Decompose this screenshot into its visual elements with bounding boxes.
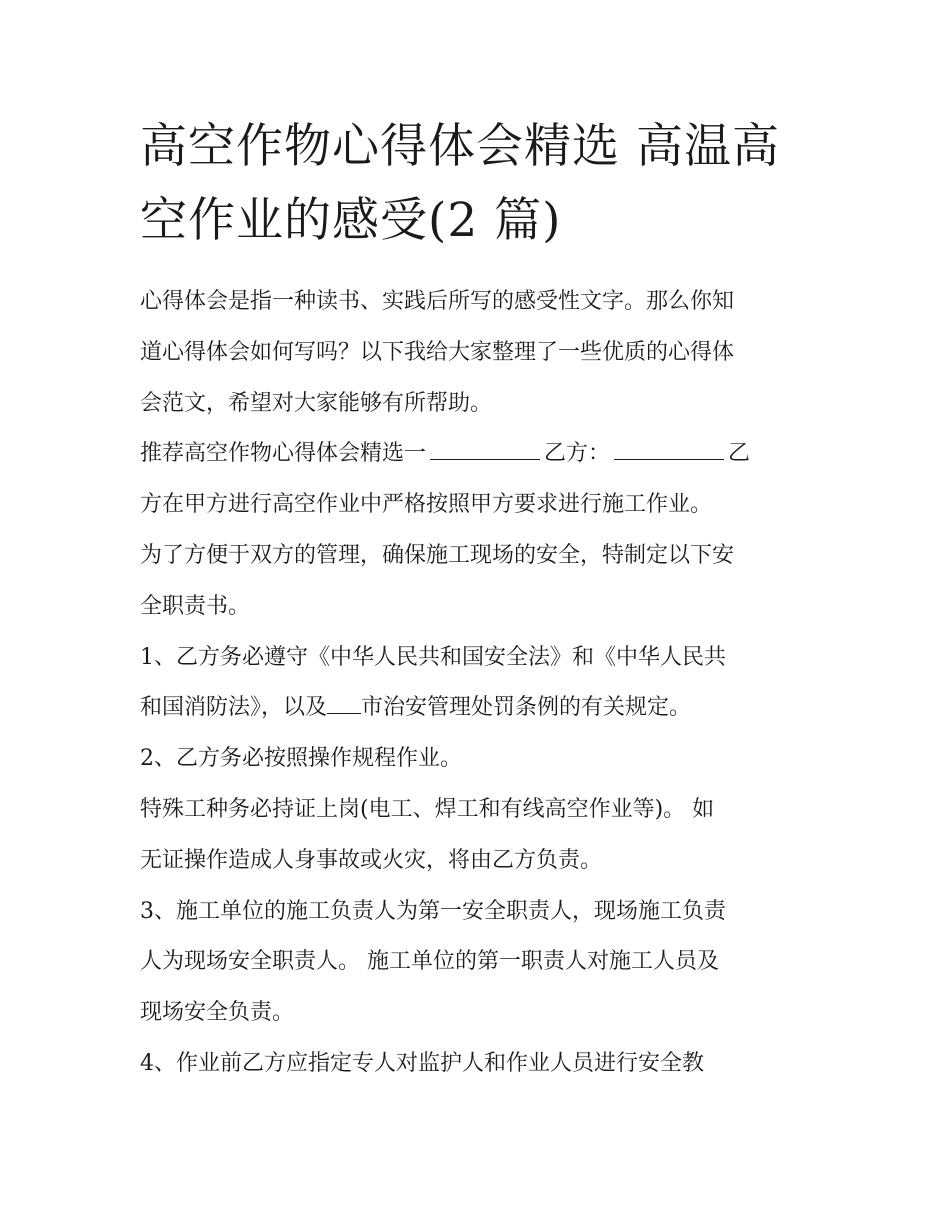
item-4-line-1: 4、作业前乙方应指定专人对监护人和作业人员进行安全教 xyxy=(140,1050,704,1076)
item-1-prefix: 和国消防法》，以及 xyxy=(140,695,328,721)
special-trades-paragraph xyxy=(140,785,820,887)
purpose-line-1: 为了方便于双方的管理，确保施工现场的安全，特制定以下安 xyxy=(140,542,735,568)
item-2-line-1: 2、乙方务必按照操作规程作业。 xyxy=(140,746,462,772)
intro-line-2: 道心得体会如何写吗？以下我给大家整理了一些优质的心得体 xyxy=(140,339,735,365)
document-body xyxy=(140,277,820,1090)
item-1-suffix: 市治安管理处罚条例的有关规定。 xyxy=(361,695,692,721)
fill-in-blank xyxy=(327,691,361,714)
section1-line-1 xyxy=(140,429,820,480)
intro-line-3: 会范文，希望对大家能够有所帮助。 xyxy=(140,390,493,416)
item-4-paragraph xyxy=(140,1039,820,1090)
purpose-paragraph xyxy=(140,531,820,633)
section1-line-2: 方在甲方进行高空作业中严格按照甲方要求进行施工作业。 xyxy=(140,492,713,518)
section1-suffix: 乙 xyxy=(728,441,751,467)
item-1-line-2 xyxy=(140,683,820,734)
fill-in-blank xyxy=(614,437,724,460)
item-1-line-1: 1、乙方务必遵守《中华人民共和国安全法》和《中华人民共 xyxy=(140,644,726,670)
item-3-paragraph xyxy=(140,887,820,1039)
fill-in-blank xyxy=(430,437,540,460)
item-3-line-3: 现场安全负责。 xyxy=(140,1000,295,1026)
section1-party-b-label: 乙方： xyxy=(544,441,611,467)
special-line-2: 无证操作造成人身事故或火灾，将由乙方负责。 xyxy=(140,847,603,873)
intro-line-1: 心得体会是指一种读书、实践后所写的感受性文字。那么你知 xyxy=(140,289,735,314)
item-1-paragraph xyxy=(140,633,820,735)
section1-prefix: 推荐高空作物心得体会精选一 xyxy=(140,441,427,467)
special-line-1: 特殊工种务必持证上岗(电工、焊工和有线高空作业等)。 如 xyxy=(140,796,715,822)
title-line-2: 空作业的感受(2 篇) xyxy=(140,193,562,248)
item-3-line-1: 3、施工单位的施工负责人为第一安全职责人，现场施工负责 xyxy=(140,898,726,924)
document-title xyxy=(140,110,820,258)
item-2-paragraph xyxy=(140,734,820,785)
intro-paragraph xyxy=(140,277,820,429)
purpose-line-2: 全职责书。 xyxy=(140,593,251,619)
item-3-line-2: 人为现场安全职责人。 施工单位的第一职责人对施工人员及 xyxy=(140,949,719,975)
section1-paragraph xyxy=(140,429,820,531)
title-line-1: 高空作物心得体会精选 高温高 xyxy=(140,119,780,174)
